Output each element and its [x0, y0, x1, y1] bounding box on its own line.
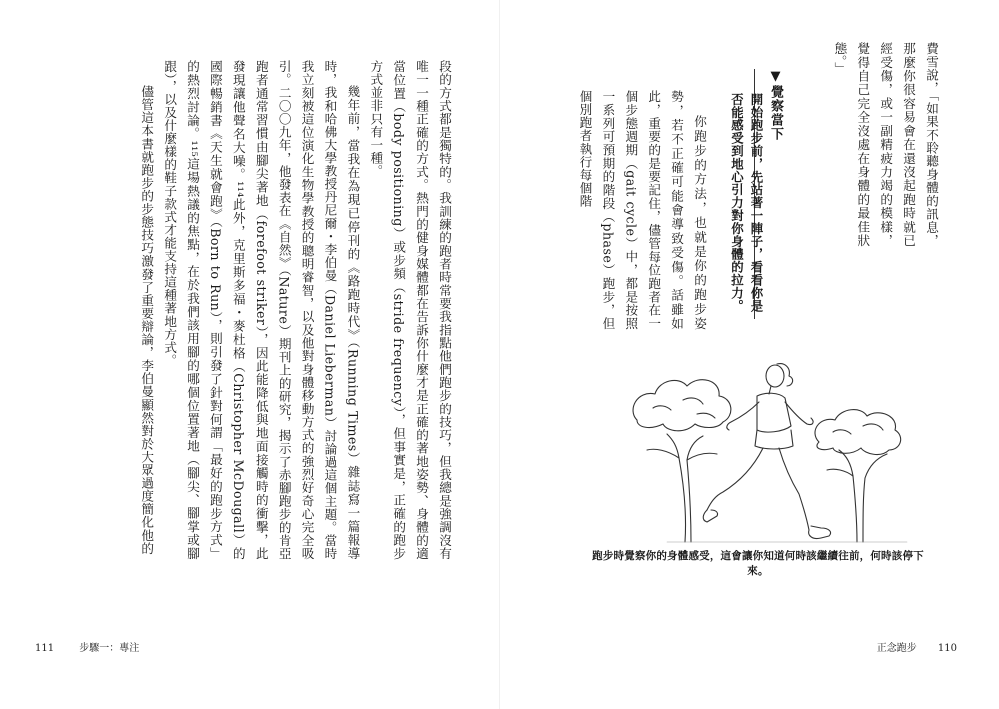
illustration-caption: 跑步時覺察你的身體感受，這會讓你知道何時該繼續往前，何時該停下來。 [592, 550, 924, 577]
running-title: 正念跑步 [876, 643, 917, 654]
sidebar-title: ▼覺察當下 [768, 69, 783, 141]
page-number: 110 [937, 643, 957, 654]
right-intro-text [832, 42, 942, 247]
paragraph: 段的方式都是獨特的。我訓練的跑者時常要我指點他們跑步的技巧，但我總是強調沒有唯一一種正確的方式。熱門的健身媒體都在告訴你什麼才是正確的著地姿勢、身體的適當位置（body positioning）或步頻（stride frequency），但事實是，正確的跑步方式並非只有一種。 [368, 60, 452, 560]
right-body-text [577, 90, 710, 330]
page-number: 111 [35, 643, 55, 654]
runner-illustration [607, 350, 912, 545]
sidebar-body: 開始跑步前，先站著一陣子，看看你是否能感受到地心引力對你身體的拉力。 [729, 93, 764, 313]
right-footer [877, 639, 957, 654]
paragraph: 儘管這本書就跑步的步態技巧激發了重要辯論，李伯曼顯然對於大眾過度簡化他的 [139, 85, 155, 555]
running-title: 步驟一：專注 [79, 643, 140, 654]
awareness-sidebar [724, 69, 816, 319]
paragraph: 費雪說，「如果不聆聽身體的訊息，那麼你很容易會在還沒起跑時就已經受傷，或一副精疲力竭的模樣，覺得自己完全沒處在身體的最佳狀態。」 [832, 42, 939, 247]
paragraph: 幾年前，當我在為現已停刊的《路跑時代》（Running Times）雜誌寫一篇報導時，我和哈佛大學教授丹尼爾・李伯曼（Daniel Lieberman）討論過這個主題。當時我立刻被這位演化生物學教授的聰明睿智，以及他對身體移動方式的強烈好奇心完全吸引。二〇〇九年，他發表在《自然》（Nature）期刊上的研究，揭示了赤腳跑步的肯亞跑者通常習慣由腳尖著地（forefoot striker），因此能降低與地面接觸時的衝擊，此發現讓他聲名大噪。¹¹⁴此外，克里斯多福・麥杜格（Christopher McDougall）的國際暢銷書《天生就會跑》（Born to Run），則引發了針對何謂「最好的跑步方式」的熱烈討論。¹¹⁵這場熱議的焦點，在於我們該用腳的哪個位置著地（腳尖、腳掌或腳跟），以及什麼樣的鞋子款式才能支持這種著地方式。 [162, 60, 361, 560]
left-body-text [134, 60, 455, 560]
paragraph: 你跑步的方法，也就是你的跑步姿勢，若不正確可能會導致受傷。話雖如此，重要的是要記住，儘管每位跑者在一個步態週期（gait cycle）中，都是按照一系列可預期的階段（phase）跑步，但個別跑者執行每個階 [577, 90, 707, 330]
left-footer [35, 639, 139, 654]
